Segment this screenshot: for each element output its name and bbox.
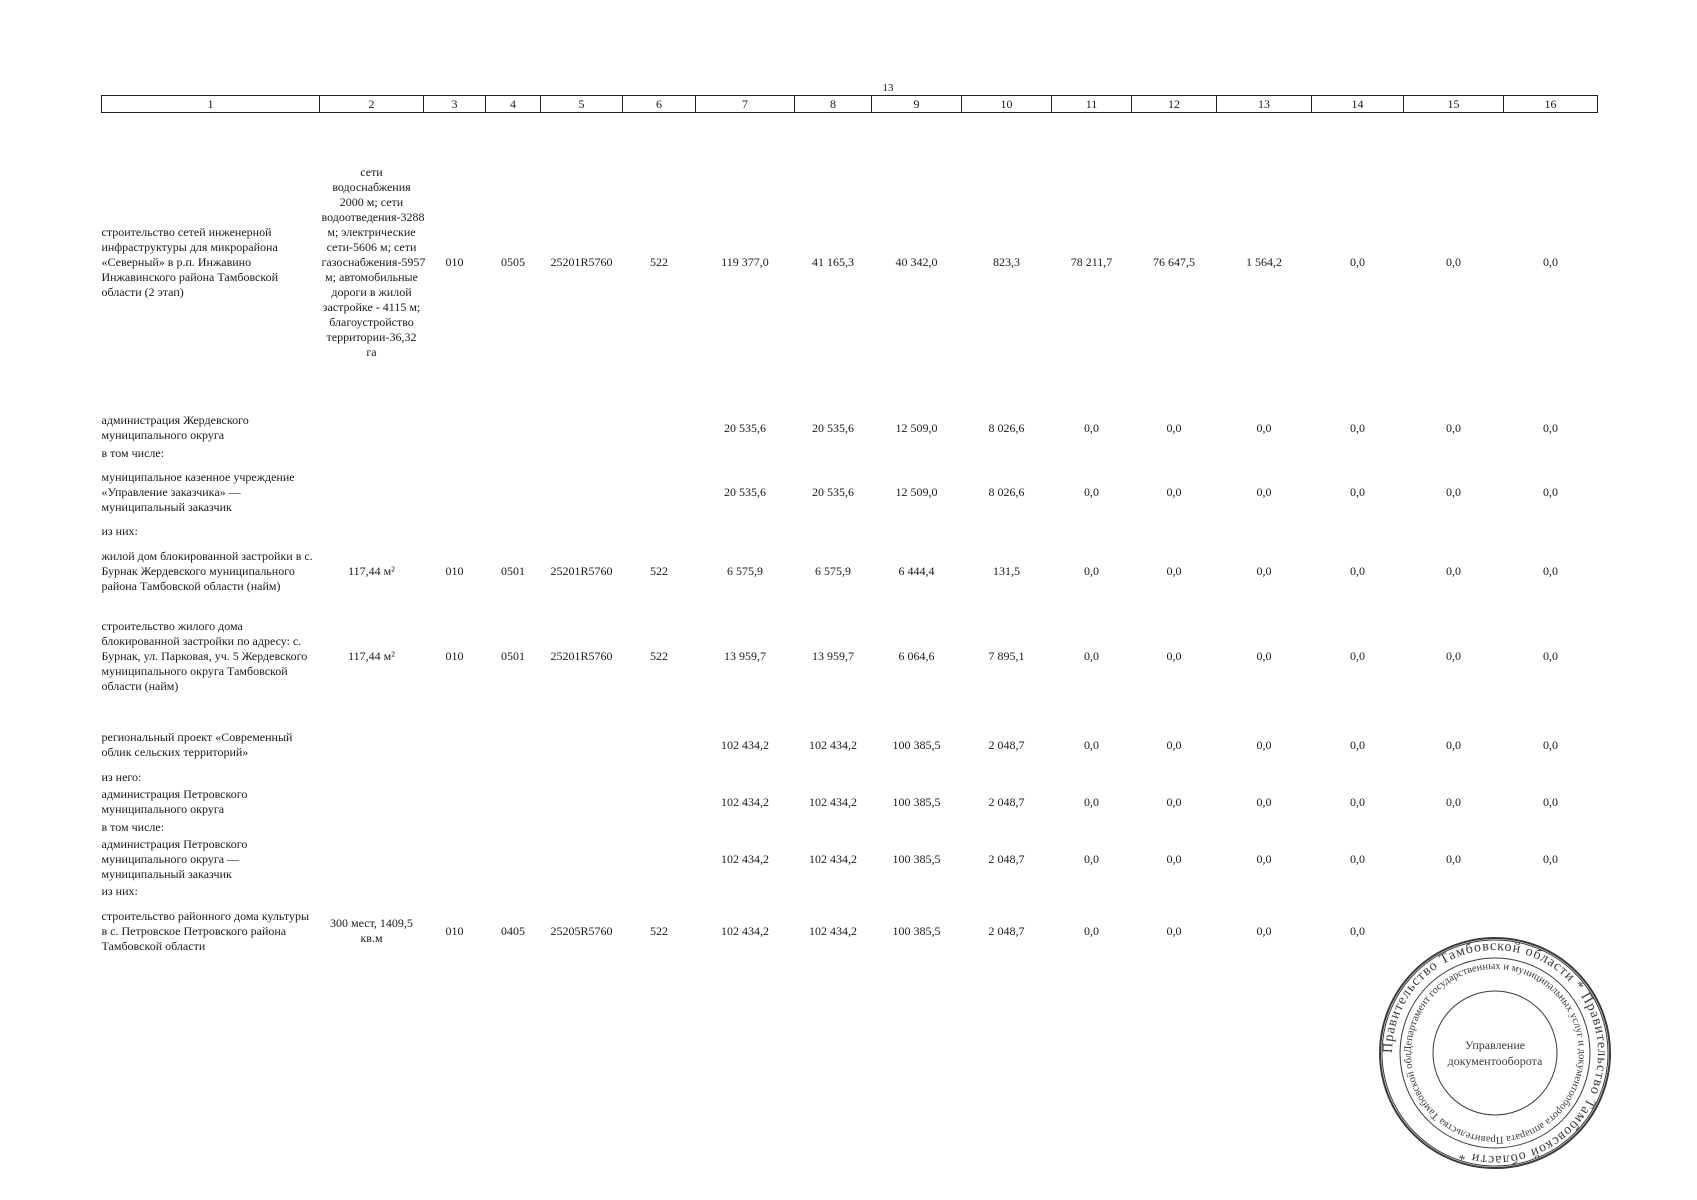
cell-c6: 522 [650,923,668,938]
object-name: администрация Петровского муниципального округа [101,787,248,816]
cell-c14: 0,0 [1350,563,1365,578]
cell-c7: 20 535,6 [724,484,766,499]
cell-c7: 102 434,2 [721,737,769,752]
cell-c7: 6 575,9 [727,563,763,578]
cell-c8: 102 434,2 [809,851,857,866]
table-row [102,127,1598,397]
cell-c16: 0,0 [1543,563,1558,578]
cell-c10: 8 026,6 [988,484,1025,499]
group-label: из них: [101,883,138,898]
group-label: в том числе: [101,445,165,460]
cell-c15: 0,0 [1446,648,1461,663]
cell-c14: 0,0 [1350,484,1365,499]
cell-c9: 12 509,0 [895,420,938,435]
cell-c3: 010 [445,648,464,663]
cell-c14: 0,0 [1350,923,1365,938]
column-header: 10 [962,96,1052,113]
cell-c11: 0,0 [1084,648,1099,663]
column-header: 11 [1052,96,1132,113]
cell-c10: 2 048,7 [988,794,1025,809]
seal-middle-ring [1400,958,1590,1148]
cell-c11: 0,0 [1084,851,1099,866]
cell-c15: 0,0 [1446,737,1461,752]
column-header: 6 [623,96,696,113]
cell-c11: 0,0 [1084,563,1099,578]
cell-c3: 010 [445,254,464,269]
seal-outer-text: Правительство Тамбовской области * Правительство Тамбовской области * [1380,938,1610,1168]
cell-c7: 119 377,0 [721,254,769,269]
cell-c11: 0,0 [1084,794,1099,809]
cell-c16: 0,0 [1543,484,1558,499]
column-header: 16 [1504,96,1598,113]
group-label: в том числе: [101,819,165,834]
table-row [102,899,1598,963]
cell-c11: 0,0 [1084,923,1099,938]
cell-c5: 25201R5760 [550,563,613,578]
cell-c13: 0,0 [1256,851,1272,866]
cell-c12: 0,0 [1166,923,1182,938]
cell-c6: 522 [650,648,668,663]
column-header: 3 [424,96,486,113]
cell-c13: 0,0 [1256,923,1272,938]
cell-c10: 823,3 [993,254,1020,269]
cell-c16: 0,0 [1543,648,1558,663]
object-name: региональный проект «Современный облик сельских территорий» [101,730,293,759]
cell-c8: 102 434,2 [809,737,857,752]
cell-c13: 0,0 [1256,563,1272,578]
cell-c9: 100 385,5 [892,923,941,938]
object-name: администрация Петровского муниципального округа — муниципальный заказчик [101,836,248,881]
cell-c9: 100 385,5 [892,851,941,866]
cell-c8: 6 575,9 [815,563,851,578]
cell-c7: 102 434,2 [721,851,769,866]
cell-c16: 0,0 [1543,420,1558,435]
cell-c4: 0505 [501,254,525,269]
cell-c5: 25201R5760 [550,648,613,663]
object-name: жилой дом блокированной застройки в с. Бурнак Жердевского муниципального района Тамбовской области (найм) [101,548,313,593]
cell-c10: 2 048,7 [988,737,1025,752]
cell-c11: 0,0 [1084,484,1099,499]
capacity: 117,44 м² [348,563,395,578]
table-row [102,819,1598,835]
cell-c11: 78 211,7 [1070,254,1113,269]
group-label: из него: [101,769,142,784]
cell-c12: 76 647,5 [1153,254,1195,269]
table-row [102,445,1598,461]
column-header: 1 [102,96,320,113]
page-number: 13 [882,82,894,94]
column-number-row [102,96,1598,113]
cell-c9: 6 444,4 [898,563,935,578]
cell-c14: 0,0 [1350,794,1365,809]
cell-c4: 0501 [501,648,525,663]
cell-c8: 41 165,3 [812,254,854,269]
cell-c9: 12 509,0 [895,484,938,499]
table-row [102,769,1598,785]
cell-c7: 102 434,2 [721,923,769,938]
column-header: 4 [486,96,541,113]
cell-c13: 0,0 [1256,484,1272,499]
table-row [102,523,1598,539]
cell-c8: 13 959,7 [812,648,854,663]
column-header: 5 [541,96,623,113]
column-header: 8 [795,96,872,113]
cell-c8: 102 434,2 [809,794,857,809]
cell-c4: 0405 [501,923,525,938]
cell-c15: 0,0 [1446,484,1461,499]
cell-c13: 1 564,2 [1246,254,1282,269]
table-row [102,721,1598,769]
cell-c16: 0,0 [1543,737,1558,752]
table-row [102,411,1598,445]
cell-c12: 0,0 [1166,851,1182,866]
cell-c8: 20 535,6 [812,484,854,499]
cell-c14: 0,0 [1350,851,1365,866]
cell-c12: 0,0 [1166,563,1182,578]
cell-c15: 0,0 [1446,420,1461,435]
group-label: из них: [101,523,138,538]
seal-graphic [1377,935,1613,1171]
cell-c15: 0,0 [1446,794,1461,809]
cell-c5: 25205R5760 [550,923,613,938]
cell-c13: 0,0 [1256,794,1272,809]
column-header: 13 [1217,96,1312,113]
cell-c14: 0,0 [1350,420,1365,435]
table-row [102,461,1598,523]
cell-c8: 102 434,2 [809,923,857,938]
column-header: 12 [1132,96,1217,113]
cell-c16: 0,0 [1543,254,1558,269]
object-name: администрация Жердевского муниципального округа [101,413,249,442]
object-name: строительство жилого дома блокированной застройки по адресу: с. Бурнак, ул. Парковая, уч. 5 Жердевского муниципального округа Тамбовской области (найм) [101,618,308,693]
table-row [102,883,1598,899]
cell-c5: 25201R5760 [550,254,613,269]
seal-center-line1: Управление [1464,1038,1526,1052]
column-header: 7 [696,96,795,113]
cell-c9: 100 385,5 [892,737,941,752]
cell-c9: 40 342,0 [895,254,938,269]
budget-table [101,95,1598,963]
cell-c11: 0,0 [1084,420,1099,435]
cell-c3: 010 [445,563,464,578]
cell-c13: 0,0 [1256,737,1272,752]
table-row [102,617,1598,695]
cell-c15: 0,0 [1446,254,1461,269]
cell-c6: 522 [650,563,668,578]
table-row [102,835,1598,883]
column-header: 15 [1404,96,1504,113]
column-header: 9 [872,96,962,113]
cell-c10: 8 026,6 [988,420,1025,435]
cell-c12: 0,0 [1166,484,1182,499]
cell-c14: 0,0 [1350,648,1365,663]
cell-c9: 6 064,6 [898,648,935,663]
official-seal [1377,935,1613,1171]
cell-c14: 0,0 [1350,254,1365,269]
capacity: 117,44 м² [348,648,395,663]
seal-inner-text: Департамент государственных и муниципальных услуг и документооборота аппарата Правительства Тамбовской обл [1402,960,1588,1146]
column-header: 14 [1312,96,1404,113]
capacity: 300 мест, 1409,5 кв.м [330,916,413,945]
cell-c13: 0,0 [1256,420,1272,435]
cell-c12: 0,0 [1166,648,1182,663]
cell-c10: 131,5 [993,563,1020,578]
cell-c7: 20 535,6 [724,420,766,435]
cell-c7: 13 959,7 [724,648,766,663]
table-row [102,539,1598,603]
cell-c7: 102 434,2 [721,794,769,809]
cell-c9: 100 385,5 [892,794,941,809]
cell-c12: 0,0 [1166,737,1182,752]
table-row [102,785,1598,819]
cell-c10: 7 895,1 [988,648,1025,663]
cell-c16: 0,0 [1543,851,1558,866]
seal-center-line2: документооборота [1447,1054,1543,1068]
cell-c15: 0,0 [1446,851,1461,866]
object-name: строительство сетей инженерной инфраструктуры для микрорайона «Северный» в р.п. Инжавино Инжавинского района Тамбовской области (2 этап) [101,224,279,299]
seal-center-ring [1433,991,1557,1115]
cell-c12: 0,0 [1166,794,1182,809]
column-header: 2 [320,96,424,113]
cell-c11: 0,0 [1084,737,1099,752]
cell-c8: 20 535,6 [812,420,854,435]
cell-c10: 2 048,7 [988,851,1025,866]
cell-c10: 2 048,7 [988,923,1025,938]
object-name: строительство районного дома культуры в с. Петровское Петровского района Тамбовской области [101,908,310,953]
cell-c6: 522 [650,254,668,269]
cell-c3: 010 [445,923,464,938]
budget-table-sheet [101,95,1593,963]
cell-c14: 0,0 [1350,737,1365,752]
cell-c15: 0,0 [1446,563,1461,578]
cell-c16: 0,0 [1543,794,1558,809]
cell-c13: 0,0 [1256,648,1272,663]
capacity: сети водоснабжения 2000 м; сети водоотведения-3288 м; электрические сети-5606 м; сети газоснабжения-5957 м; автомобильные дороги в жилой застройке - 4115 м; благоустройство территории-36,32 га [321,164,426,359]
cell-c4: 0501 [501,563,525,578]
object-name: муниципальное казенное учреждение «Управление заказчика» — муниципальный заказчик [101,469,295,514]
cell-c12: 0,0 [1166,420,1182,435]
